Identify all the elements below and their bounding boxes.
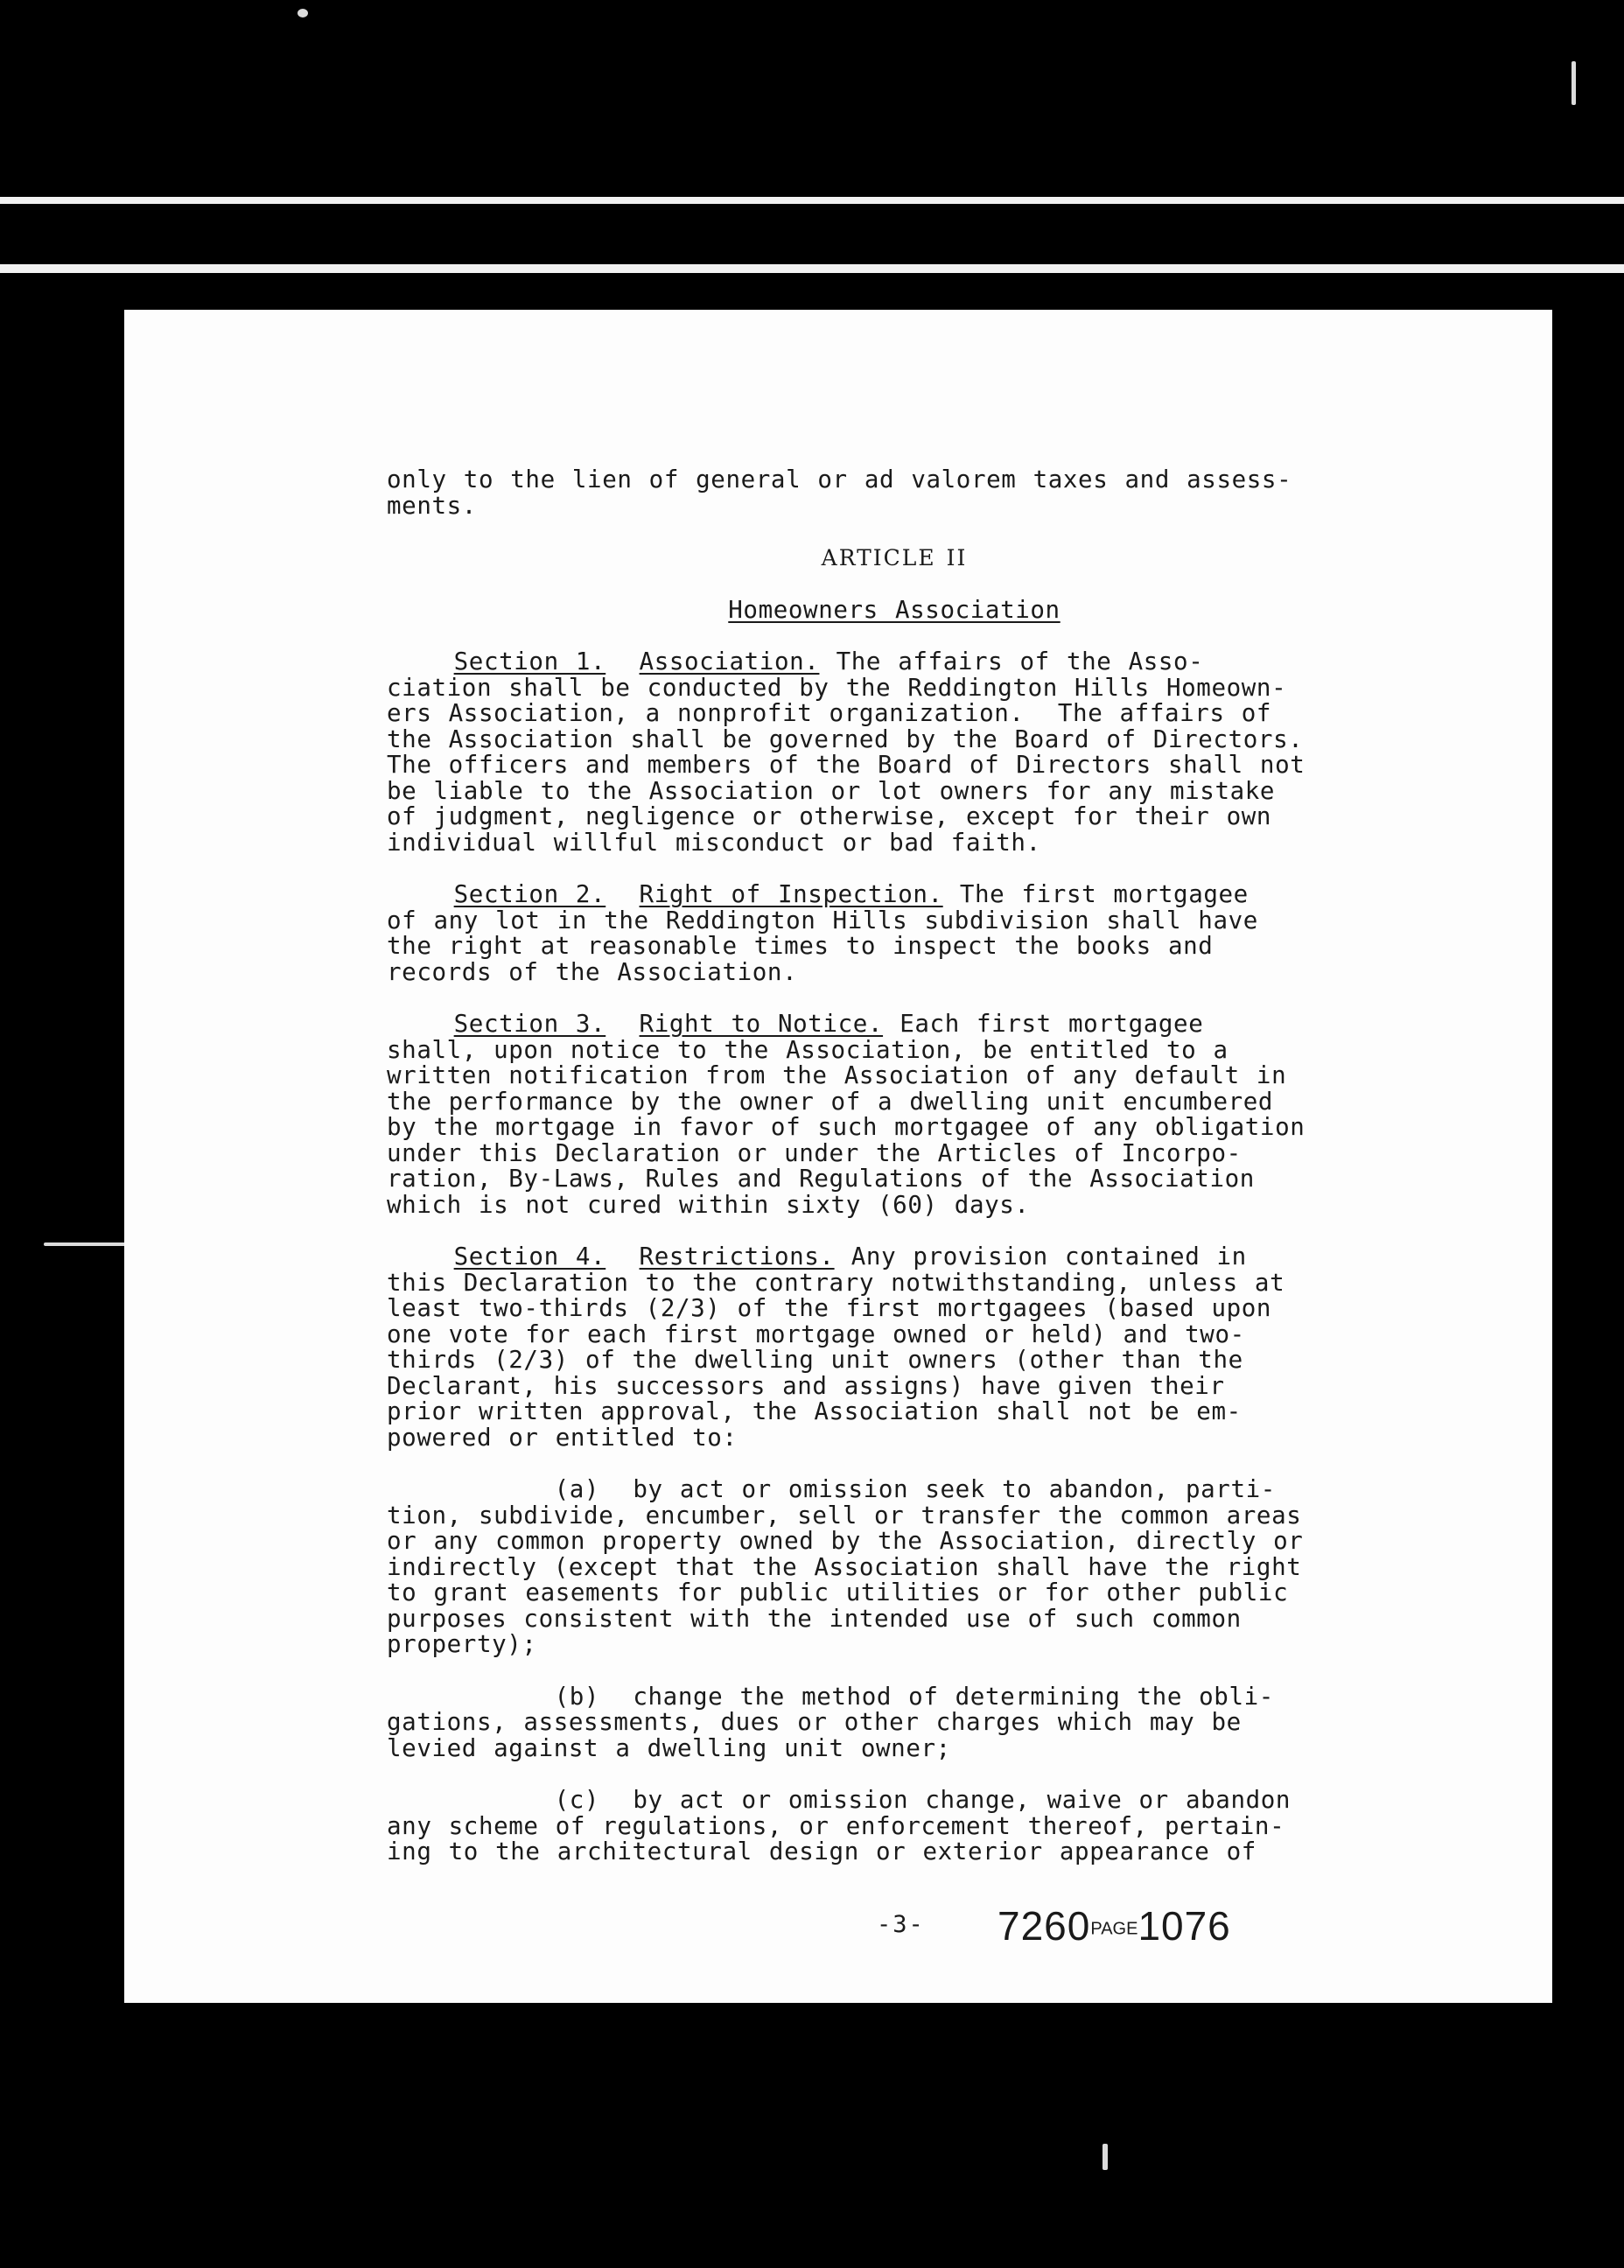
article-heading: ARTICLE II	[821, 545, 968, 570]
page-number: -3-	[877, 1911, 925, 1938]
clause-a	[387, 1477, 1402, 1658]
clause-first-line: (a) by act or omission seek to abandon, parti-	[554, 1475, 1276, 1503]
section-first-line: The affairs of the Asso-	[819, 648, 1204, 676]
page-label: PAGE	[1090, 1919, 1138, 1939]
section-first-line: Each first mortgagee	[883, 1010, 1204, 1038]
section-heading: Right to Notice.	[639, 1010, 884, 1038]
scan-speck	[1102, 2144, 1108, 2170]
document-page	[124, 310, 1552, 2003]
clause-b	[387, 1684, 1402, 1762]
section-first-line: Any provision contained in	[834, 1242, 1247, 1270]
section-number: Section 4.	[453, 1242, 606, 1270]
clause-c	[387, 1788, 1402, 1866]
scan-border-top	[0, 197, 1624, 204]
section-body: shall, upon notice to the Association, be entitled to a written notification from the Association of any default in the performance by the owner of a dwelling unit encumbered by the mortgage in favor of such mortgagee of any obligation under this Declaration or under the Articles of Incorpo- ration, By-Laws, Rules and Regulations of the Association which is not cured within sixty (60) days.	[387, 1035, 1306, 1219]
opening-paragraph: only to the lien of general or ad valorem taxes and assess- ments.	[387, 466, 1292, 520]
section-number: Section 2.	[453, 880, 606, 908]
section-body: of any lot in the Reddington Hills subdivision shall have the right at reasonable times to inspect the books and records of the Association.	[387, 906, 1258, 986]
scan-speck	[1572, 61, 1576, 105]
section-body: this Declaration to the contrary notwithstanding, unless at least two-thirds (2/3) of the first mortgagees (based upon one vote for each first mortgage owned or held) and two- thirds (2/3) of the dwelling unit owners (other than the Declarant, his successors and assigns) have given their prior written approval, the Association shall not be em- powered or entitled to:	[387, 1268, 1285, 1452]
article-title	[387, 595, 1402, 624]
section-heading: Restrictions.	[639, 1242, 835, 1270]
document-text	[387, 467, 1402, 1866]
scan-speck	[298, 9, 308, 18]
clause-body: any scheme of regulations, or enforcement thereof, pertain- ing to the architectural design or exterior appearance of	[387, 1811, 1285, 1866]
section-heading: Right of Inspection.	[639, 880, 943, 908]
section-2	[387, 882, 1402, 985]
clause-first-line: (c) by act or omission change, waive or abandon	[554, 1786, 1292, 1814]
article-title-text: Homeowners Association	[728, 595, 1060, 624]
clause-body: gations, assessments, dues or other charges which may be levied against a dwelling unit owner;	[387, 1708, 1242, 1762]
scan-speck	[44, 1242, 131, 1246]
section-4	[387, 1244, 1402, 1451]
section-first-line: The first mortgagee	[942, 880, 1249, 908]
section-3	[387, 1012, 1402, 1218]
section-number: Section 3.	[453, 1010, 606, 1038]
section-1	[387, 649, 1402, 856]
scan-border-lower	[0, 264, 1624, 273]
section-body: ciation shall be conducted by the Reddington Hills Homeown- ers Association, a nonprofit organization. The affairs of the Association shall be governed by the Board of Directors. The officers and members of the Board of Directors shall not be liable to the Association or lot owners for any mistake of judgment, negligence or otherwise, except for their own individual willful misconduct or bad faith.	[387, 673, 1306, 857]
book-number: 7260	[998, 1903, 1091, 1949]
section-number: Section 1.	[453, 648, 606, 676]
section-heading: Association.	[639, 648, 820, 676]
clause-first-line: (b) change the method of determining the obli-	[554, 1682, 1274, 1711]
book-page-stamp	[998, 1902, 1231, 1950]
book-page-number: 1076	[1138, 1903, 1231, 1949]
clause-body: tion, subdivide, encumber, sell or transfer the common areas or any common property owned by the Association, directly or indirectly (except that the Association shall have the right to grant easements for public utilities or for other public purposes consistent with the intended use of such common property);	[387, 1501, 1304, 1658]
